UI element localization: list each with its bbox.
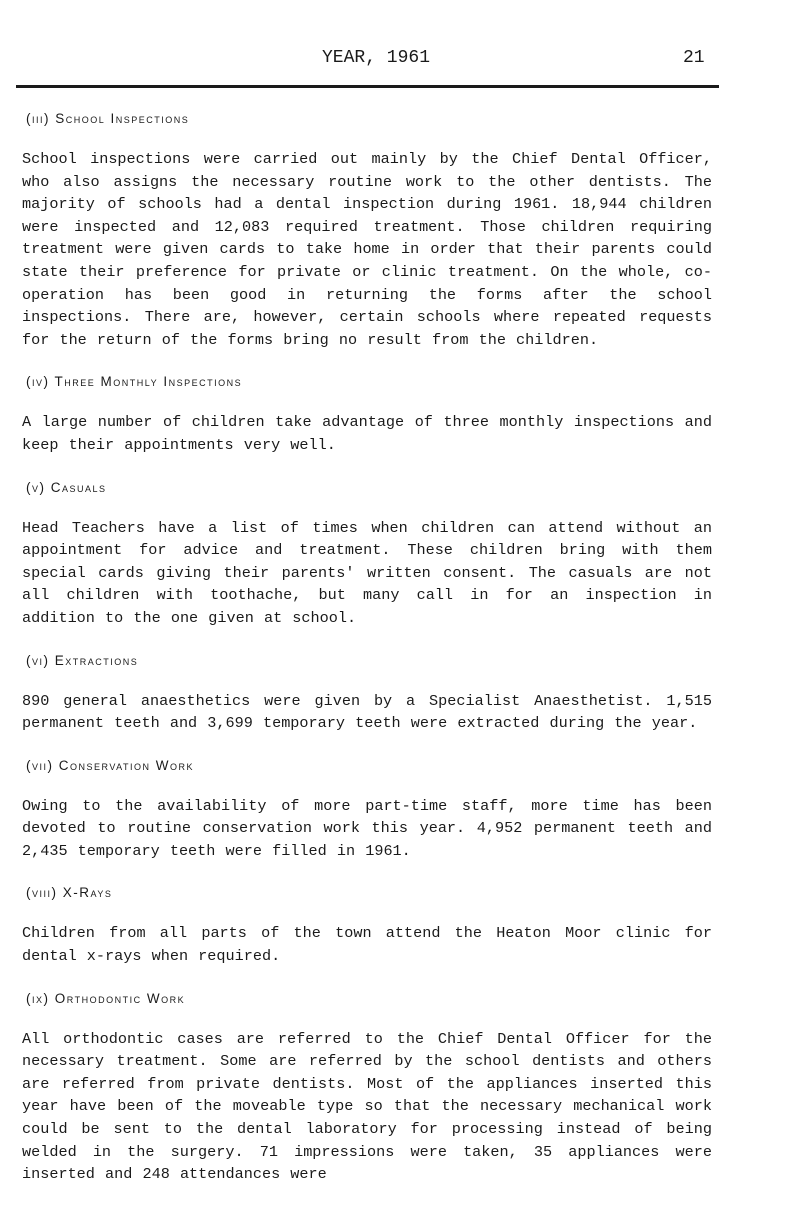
page-number: 21 <box>683 48 705 68</box>
section-heading: (viii) X-Rays <box>26 885 113 901</box>
page-header <box>0 44 801 72</box>
section-paragraph: Owing to the availability of more part-time staff, more time has been devoted to routine conservation work this year. 4,952 permanent teeth and 2,435 temporary teeth were filled in 1961. <box>22 796 712 860</box>
section-heading: (v) Casuals <box>26 479 107 495</box>
section-heading: (ix) Orthodontic Work <box>26 990 186 1006</box>
section-heading: (iii) School Inspections <box>26 111 190 126</box>
section-paragraph: Head Teachers have a list of times when children can attend without an appointment for advice and treatment. These children bring with them special cards giving their parents' written consent. The casuals are not all children with toothache, but many call in for an inspection in addition to the one given at school. <box>22 518 712 627</box>
section-paragraph: All orthodontic cases are referred to the Chief Dental Officer for the necessary treatment. Some are referred by the school dentists and others are referred from private dentists. Most of the appliances inserted this year have been of the moveable type so that the necessary mechanical work could be sent to the dental laboratory for processing instead of being welded in the surgery. 71 impressions were taken, 35 appliances were inserted and 248 attendances were <box>22 1029 712 1184</box>
section-three-monthly-inspections <box>22 371 712 456</box>
section-orthodontic-work <box>22 988 712 1186</box>
section-paragraph: School inspections were carried out mainly by the Chief Dental Officer, who also assigns the necessary routine work to the other dentists. The majority of schools had a dental inspection during 1961. 18,944 children were inspected and 12,083 required treatment. Those children requiring treatment were given cards to take home in order that their parents could state their preference for private or clinic treatment. On the whole, co-operation has been good in returning the forms after the school inspections. There are, however, certain schools where repeated requests for the return of the forms bring no result from the children. <box>22 150 712 349</box>
running-title: YEAR, 1961 <box>322 48 431 68</box>
section-heading: (iv) Three Monthly Inspections <box>26 374 243 390</box>
section-conservation-work <box>22 755 712 863</box>
section-school-inspections <box>22 108 712 351</box>
section-extractions <box>22 650 712 735</box>
header-rule <box>16 85 719 88</box>
section-paragraph: A large number of children take advantage of three monthly inspections and keep their appointments very well. <box>22 413 712 454</box>
section-paragraph: Children from all parts of the town attend the Heaton Moor clinic for dental x-rays when required. <box>22 924 712 966</box>
section-paragraph: 890 general anaesthetics were given by a Specialist Anaesthetist. 1,515 permanent teeth and 3,699 temporary teeth were extracted during the year. <box>22 691 712 733</box>
section-heading: (vi) Extractions <box>26 652 139 668</box>
page-body <box>22 108 712 1206</box>
section-heading: (vii) Conservation Work <box>26 757 195 773</box>
section-x-rays <box>22 882 712 967</box>
section-casuals <box>22 477 712 630</box>
